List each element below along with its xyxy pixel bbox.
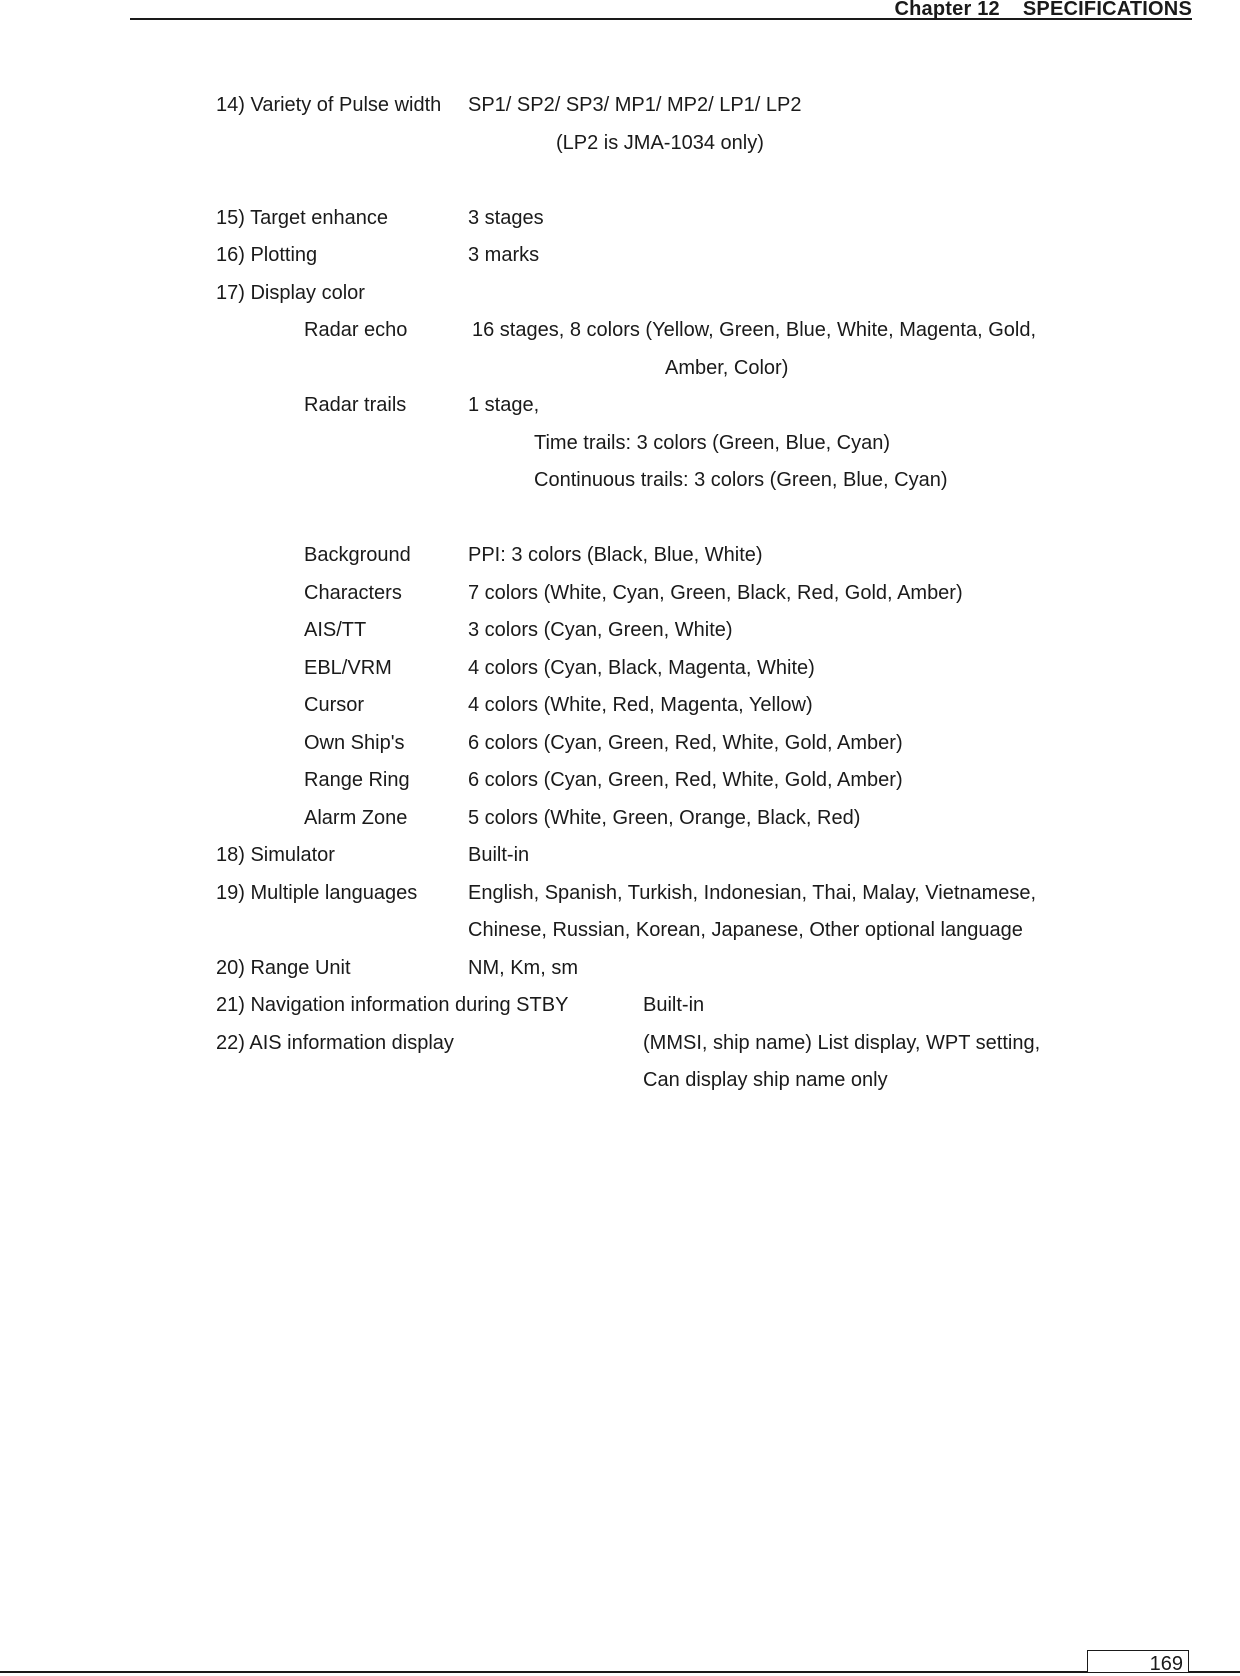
background-label: Background	[304, 544, 411, 566]
radar-trails-value: 1 stage,	[468, 394, 540, 416]
ebl-vrm-label: EBL/VRM	[304, 657, 392, 679]
header-rule	[130, 18, 1192, 20]
continuous-trails-value: Continuous trails: 3 colors (Green, Blue, Cyan)	[534, 469, 948, 491]
radar-echo-value-cont: Amber, Color)	[665, 357, 789, 379]
target-enhance-value: 3 stages	[468, 207, 544, 229]
radar-echo-label: Radar echo	[304, 319, 408, 341]
ais-tt-label: AIS/TT	[304, 619, 367, 641]
target-enhance-label: 15) Target enhance	[216, 207, 388, 229]
own-ship-value: 6 colors (Cyan, Green, Red, White, Gold, Amber)	[468, 732, 903, 754]
display-color-label: 17) Display color	[216, 282, 365, 304]
range-ring-label: Range Ring	[304, 769, 410, 791]
page-number: 169	[1149, 1653, 1183, 1675]
ais-display-label: 22) AIS information display	[216, 1032, 454, 1054]
languages-value: English, Spanish, Turkish, Indonesian, Thai, Malay, Vietnamese,	[468, 882, 1037, 904]
alarm-zone-label: Alarm Zone	[304, 807, 408, 829]
range-unit-value: NM, Km, sm	[468, 957, 578, 979]
time-trails-value: Time trails: 3 colors (Green, Blue, Cyan)	[534, 432, 891, 454]
pulse-width-label: 14) Variety of Pulse width	[216, 94, 442, 116]
plotting-value: 3 marks	[468, 244, 540, 266]
plotting-label: 16) Plotting	[216, 244, 318, 266]
characters-value: 7 colors (White, Cyan, Green, Black, Red, Gold, Amber)	[468, 582, 963, 604]
background-value: PPI: 3 colors (Black, Blue, White)	[468, 544, 763, 566]
ais-display-value: (MMSI, ship name) List display, WPT setting,	[643, 1032, 1041, 1054]
radar-echo-value: 16 stages, 8 colors (Yellow, Green, Blue, White, Magenta, Gold,	[472, 319, 1037, 341]
languages-value-cont: Chinese, Russian, Korean, Japanese, Other optional language	[468, 919, 1023, 941]
cursor-label: Cursor	[304, 694, 365, 716]
simulator-value: Built-in	[468, 844, 530, 866]
nav-info-value: Built-in	[643, 994, 705, 1016]
ais-display-value-cont: Can display ship name only	[643, 1069, 888, 1091]
cursor-value: 4 colors (White, Red, Magenta, Yellow)	[468, 694, 813, 716]
characters-label: Characters	[304, 582, 402, 604]
languages-label: 19) Multiple languages	[216, 882, 418, 904]
range-unit-label: 20) Range Unit	[216, 957, 351, 979]
ais-tt-value: 3 colors (Cyan, Green, White)	[468, 619, 733, 641]
pulse-width-note: (LP2 is JMA-1034 only)	[556, 132, 764, 154]
range-ring-value: 6 colors (Cyan, Green, Red, White, Gold, Amber)	[468, 769, 903, 791]
radar-trails-label: Radar trails	[304, 394, 407, 416]
own-ship-label: Own Ship's	[304, 732, 405, 754]
chapter-header: Chapter 12 SPECIFICATIONS	[894, 0, 1192, 20]
alarm-zone-value: 5 colors (White, Green, Orange, Black, Red)	[468, 807, 861, 829]
footer-rule	[0, 1671, 1240, 1673]
simulator-label: 18) Simulator	[216, 844, 335, 866]
ebl-vrm-value: 4 colors (Cyan, Black, Magenta, White)	[468, 657, 815, 679]
pulse-width-value: SP1/ SP2/ SP3/ MP1/ MP2/ LP1/ LP2	[468, 94, 802, 116]
nav-info-label: 21) Navigation information during STBY	[216, 994, 569, 1016]
